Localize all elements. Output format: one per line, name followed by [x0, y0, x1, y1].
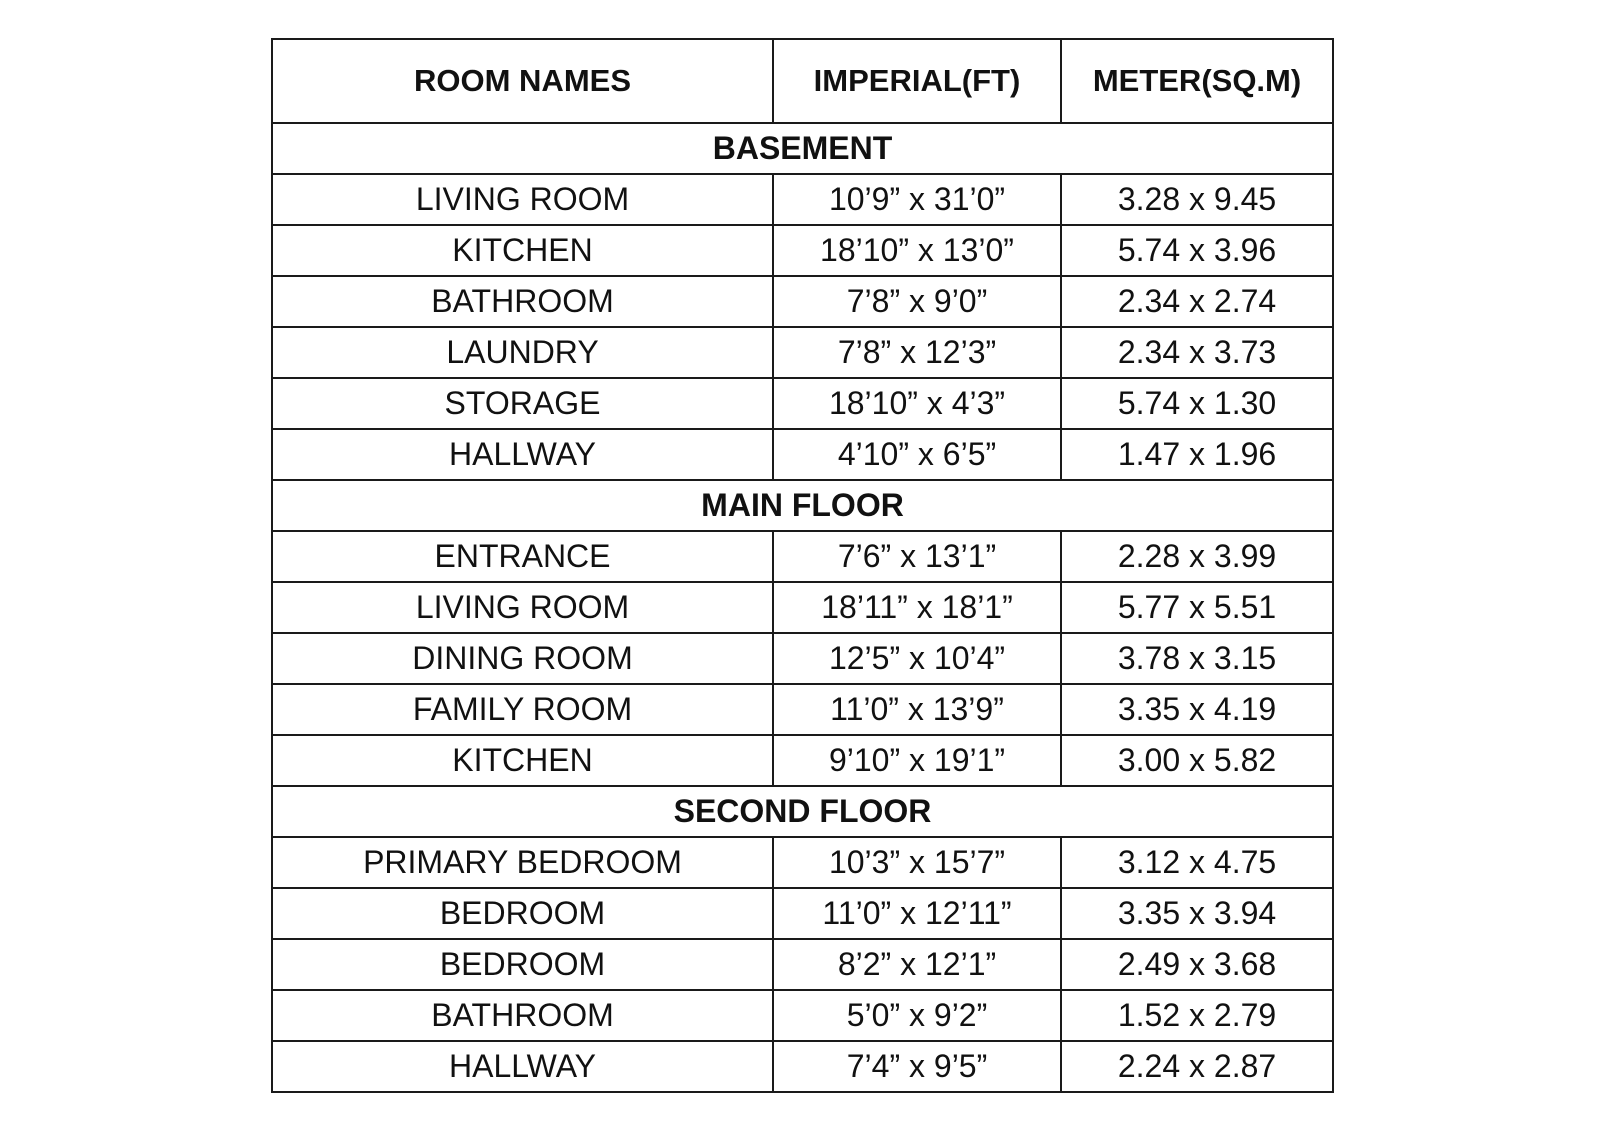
meter-cell: 3.00 x 5.82: [1061, 735, 1333, 786]
imperial-cell: 7’8” x 9’0”: [773, 276, 1061, 327]
meter-cell: 3.35 x 4.19: [1061, 684, 1333, 735]
imperial-cell: 11’0” x 13’9”: [773, 684, 1061, 735]
room-name-cell: LAUNDRY: [272, 327, 773, 378]
meter-cell: 5.74 x 3.96: [1061, 225, 1333, 276]
header-row: [272, 39, 1333, 123]
section-heading: MAIN FLOOR: [272, 480, 1333, 531]
meter-cell: 5.74 x 1.30: [1061, 378, 1333, 429]
meter-cell: 2.34 x 3.73: [1061, 327, 1333, 378]
imperial-cell: 7’4” x 9’5”: [773, 1041, 1061, 1092]
table-row: [272, 837, 1333, 888]
room-name-cell: BATHROOM: [272, 276, 773, 327]
meter-cell: 1.47 x 1.96: [1061, 429, 1333, 480]
meter-cell: 3.28 x 9.45: [1061, 174, 1333, 225]
table-row: [272, 276, 1333, 327]
room-name-cell: DINING ROOM: [272, 633, 773, 684]
imperial-cell: 10’3” x 15’7”: [773, 837, 1061, 888]
section-heading: SECOND FLOOR: [272, 786, 1333, 837]
imperial-cell: 7’6” x 13’1”: [773, 531, 1061, 582]
meter-cell: 5.77 x 5.51: [1061, 582, 1333, 633]
section-heading: BASEMENT: [272, 123, 1333, 174]
table-row: [272, 582, 1333, 633]
table-row: [272, 684, 1333, 735]
imperial-cell: 4’10” x 6’5”: [773, 429, 1061, 480]
table-header: [272, 39, 1333, 123]
imperial-cell: 5’0” x 9’2”: [773, 990, 1061, 1041]
imperial-cell: 8’2” x 12’1”: [773, 939, 1061, 990]
room-name-cell: PRIMARY BEDROOM: [272, 837, 773, 888]
header-room-names: ROOM NAMES: [272, 39, 773, 123]
table-row: [272, 990, 1333, 1041]
section-row: [272, 480, 1333, 531]
imperial-cell: 12’5” x 10’4”: [773, 633, 1061, 684]
section-row: [272, 123, 1333, 174]
meter-cell: 3.35 x 3.94: [1061, 888, 1333, 939]
table-row: [272, 225, 1333, 276]
room-name-cell: STORAGE: [272, 378, 773, 429]
meter-cell: 2.28 x 3.99: [1061, 531, 1333, 582]
table-row: [272, 378, 1333, 429]
room-name-cell: BATHROOM: [272, 990, 773, 1041]
room-name-cell: BEDROOM: [272, 888, 773, 939]
room-name-cell: BEDROOM: [272, 939, 773, 990]
room-name-cell: KITCHEN: [272, 225, 773, 276]
room-name-cell: LIVING ROOM: [272, 582, 773, 633]
table-row: [272, 735, 1333, 786]
table-row: [272, 888, 1333, 939]
table-row: [272, 531, 1333, 582]
imperial-cell: 18’10” x 4’3”: [773, 378, 1061, 429]
meter-cell: 1.52 x 2.79: [1061, 990, 1333, 1041]
imperial-cell: 18’11” x 18’1”: [773, 582, 1061, 633]
room-name-cell: LIVING ROOM: [272, 174, 773, 225]
table-row: [272, 1041, 1333, 1092]
table-body: [272, 123, 1333, 1092]
table-row: [272, 633, 1333, 684]
header-imperial: IMPERIAL(FT): [773, 39, 1061, 123]
room-name-cell: KITCHEN: [272, 735, 773, 786]
imperial-cell: 9’10” x 19’1”: [773, 735, 1061, 786]
room-dimensions-table: [271, 38, 1334, 1093]
room-name-cell: FAMILY ROOM: [272, 684, 773, 735]
room-name-cell: ENTRANCE: [272, 531, 773, 582]
table-row: [272, 174, 1333, 225]
meter-cell: 3.12 x 4.75: [1061, 837, 1333, 888]
table-row: [272, 939, 1333, 990]
table-row: [272, 429, 1333, 480]
meter-cell: 2.49 x 3.68: [1061, 939, 1333, 990]
imperial-cell: 10’9” x 31’0”: [773, 174, 1061, 225]
imperial-cell: 11’0” x 12’11”: [773, 888, 1061, 939]
section-row: [272, 786, 1333, 837]
meter-cell: 3.78 x 3.15: [1061, 633, 1333, 684]
meter-cell: 2.34 x 2.74: [1061, 276, 1333, 327]
room-name-cell: HALLWAY: [272, 1041, 773, 1092]
room-name-cell: HALLWAY: [272, 429, 773, 480]
imperial-cell: 18’10” x 13’0”: [773, 225, 1061, 276]
meter-cell: 2.24 x 2.87: [1061, 1041, 1333, 1092]
header-meter: METER(SQ.M): [1061, 39, 1333, 123]
table-row: [272, 327, 1333, 378]
imperial-cell: 7’8” x 12’3”: [773, 327, 1061, 378]
